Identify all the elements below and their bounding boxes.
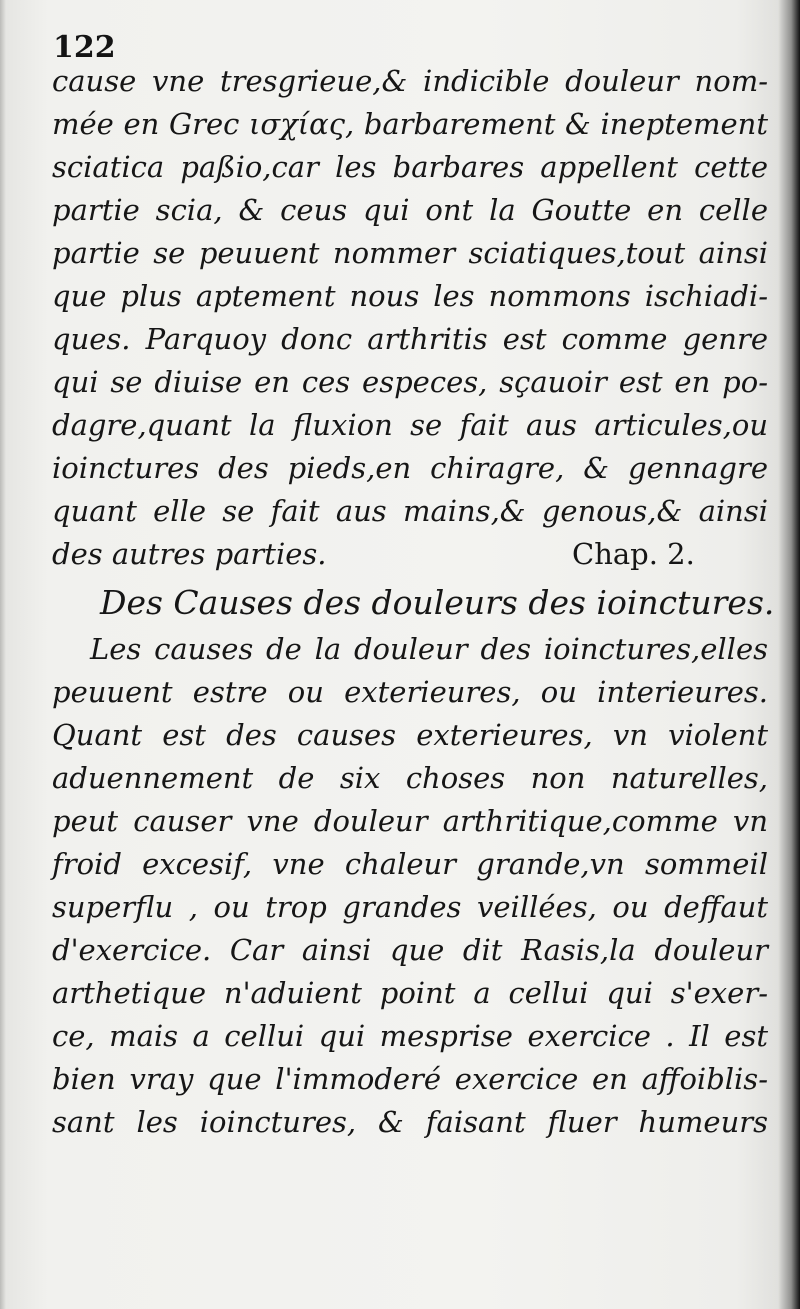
section-heading: Des Causes des douleurs des ioinctures.: [100, 583, 775, 622]
text-line: sciatica paßio,car les barbares appellent cette: [52, 150, 768, 184]
text-line: ques. Parquoy donc arthritis est comme genre: [52, 322, 768, 356]
text-line: peuuent estre ou exterieures, ou interieures.: [52, 675, 768, 709]
text-line: cause vne tresgrieue,& indicible douleur nom-: [52, 64, 768, 98]
text-line: ioinctures des pieds,en chiragre, & gennagre: [52, 451, 768, 485]
text-line: bien vray que l'immoderé exercice en affoiblis-: [52, 1062, 768, 1096]
text-line: aduennement de six choses non naturelles,: [52, 761, 768, 795]
text-line: sant les ioinctures, & faisant fluer humeurs: [52, 1105, 768, 1139]
text-line: qui se diuise en ces especes, sçauoir est en po-: [52, 365, 768, 399]
text-line: froid excesif, vne chaleur grande,vn sommeil: [52, 847, 768, 881]
text-line: mée en Grec ισχίας, barbarement & ineptement: [52, 107, 768, 141]
text-line: arthetique n'aduient point a cellui qui s'exer-: [52, 976, 768, 1010]
text-line: peut causer vne douleur arthritique,comme vn: [52, 804, 768, 838]
paragraph-2: [52, 628, 768, 1144]
chapter-label: Chap. 2.: [572, 537, 695, 571]
text-line: que plus aptement nous les nommons ischiadi-: [52, 279, 768, 313]
page-right-gutter-shadow: [778, 0, 800, 1309]
page-left-shadow: [0, 0, 6, 1309]
page-text: [52, 60, 775, 1144]
page-number: 122: [53, 30, 116, 65]
last-line-text: des autres parties.: [52, 537, 327, 571]
paragraph-1: [52, 60, 768, 576]
text-line: dagre,quant la fluxion se fait aus articules,ou: [52, 408, 768, 442]
text-line: quant elle se fait aus mains,& genous,& ainsi: [52, 494, 768, 528]
text-line: ce, mais a cellui qui mesprise exercice . Il est: [52, 1019, 768, 1053]
text-line: d'exercice. Car ainsi que dit Rasis,la douleur: [52, 933, 768, 967]
text-line-last: [52, 533, 768, 576]
text-line: partie scia, & ceus qui ont la Goutte en celle: [52, 193, 768, 227]
text-line: partie se peuuent nommer sciatiques,tout ainsi: [52, 236, 768, 270]
text-line: superflu , ou trop grandes veillées, ou deffaut: [52, 890, 768, 924]
text-line: Les causes de la douleur des ioinctures,elles: [90, 632, 768, 666]
text-line: Quant est des causes exterieures, vn violent: [52, 718, 768, 752]
